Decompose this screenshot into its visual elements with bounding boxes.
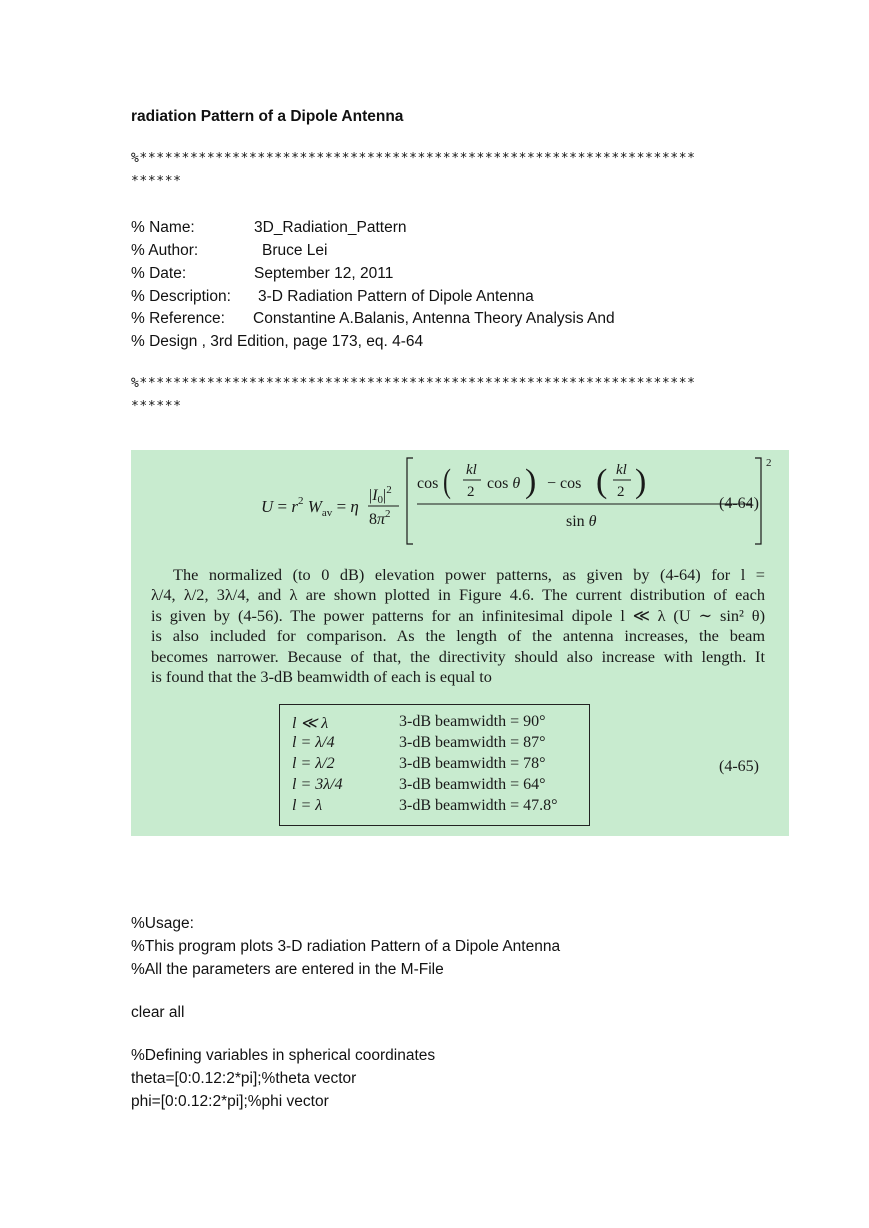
separator-line-end: ****** xyxy=(131,174,182,189)
separator-line-end: ****** xyxy=(131,399,182,414)
svg-text:kl: kl xyxy=(466,462,477,478)
table-row xyxy=(280,713,589,733)
svg-text:U = r2 Wav = η: $U = r^2$ $W_{av} = \eta$ xyxy=(261,495,359,519)
beamwidth-value: 3-dB beamwidth = 64° xyxy=(399,776,546,793)
paragraph-line: is also included for comparison. As the length of the antenna increases, the beam xyxy=(151,626,765,646)
usage-line: %All the parameters are entered in the M-File xyxy=(131,961,444,978)
dipole-length: l = λ xyxy=(292,797,323,814)
equation-number: (4-64) xyxy=(719,495,759,512)
paragraph-line: becomes narrower. Because of that, the directivity should also increase with length. It xyxy=(151,646,765,666)
beamwidth-value: 3-dB beamwidth = 90° xyxy=(399,713,546,730)
header-date-value: September 12, 2011 xyxy=(254,265,394,282)
svg-text:2: 2 xyxy=(766,457,772,469)
svg-text:sin θ: sin θ xyxy=(566,513,597,530)
svg-text:− cos: − cos xyxy=(547,475,582,492)
svg-text:2: 2 xyxy=(617,484,625,500)
code-line-phi: phi=[0:0.12:2*pi];%phi vector xyxy=(131,1093,329,1110)
beamwidth-table xyxy=(279,704,590,826)
excerpt-paragraph xyxy=(151,565,765,687)
svg-text:8π2: $8\pi^2$ xyxy=(369,508,391,528)
document-title: radiation Pattern of a Dipole Antenna xyxy=(131,108,404,125)
svg-text:(: ( xyxy=(443,463,451,501)
svg-text:(: ( xyxy=(596,463,608,500)
svg-text:kl: kl xyxy=(616,462,627,478)
header-reference-key: % Reference: xyxy=(131,310,225,327)
code-line-theta: theta=[0:0.12:2*pi];%theta vector xyxy=(131,1070,357,1087)
beamwidth-value: 3-dB beamwidth = 78° xyxy=(399,755,546,772)
svg-text:|I0|2: $|I0|^2$ xyxy=(369,484,392,506)
dipole-length: l = λ/2 xyxy=(292,755,335,772)
equation-number: (4-65) xyxy=(719,758,759,775)
table-row xyxy=(280,776,589,796)
paragraph-line: is found that the 3-dB beamwidth of each is equal to xyxy=(151,667,492,687)
usage-line: %This program plots 3-D radiation Pattern of a Dipole Antenna xyxy=(131,938,561,955)
paragraph-line: λ/4, λ/2, 3λ/4, and λ are shown plotted in Figure 4.6. The current distribution of each xyxy=(151,585,765,605)
separator-line: %****************************************************************** xyxy=(131,151,696,166)
svg-text:2: 2 xyxy=(467,484,475,500)
header-date-key: % Date: xyxy=(131,265,187,282)
separator-line: %****************************************************************** xyxy=(131,376,696,391)
header-author-key: % Author: xyxy=(131,242,199,259)
svg-text:cos: cos xyxy=(417,475,439,492)
svg-text:): ) xyxy=(635,463,647,500)
header-name-key: % Name: xyxy=(131,219,195,236)
table-row xyxy=(280,755,589,775)
beamwidth-value: 3-dB beamwidth = 87° xyxy=(399,734,546,751)
header-reference-continuation: % Design , 3rd Edition, page 173, eq. 4-64 xyxy=(131,333,424,350)
header-description-value: 3-D Radiation Pattern of Dipole Antenna xyxy=(258,288,534,305)
dipole-length: l = λ/4 xyxy=(292,734,335,751)
usage-heading: %Usage: xyxy=(131,915,194,932)
header-author-value: Bruce Lei xyxy=(262,242,328,259)
code-comment: %Defining variables in spherical coordinates xyxy=(131,1047,436,1064)
header-description-key: % Description: xyxy=(131,288,231,305)
code-line-clear: clear all xyxy=(131,1004,185,1021)
header-reference-value: Constantine A.Balanis, Antenna Theory Analysis And xyxy=(253,310,615,327)
beamwidth-value: 3-dB beamwidth = 47.8° xyxy=(399,797,558,814)
header-name-value: 3D_Radiation_Pattern xyxy=(254,219,407,236)
table-row xyxy=(280,734,589,754)
dipole-length: l = 3λ/4 xyxy=(292,776,343,793)
textbook-excerpt xyxy=(131,450,789,836)
paragraph-line: is given by (4-56). The power patterns for an infinitesimal dipole l ≪ λ (U ∼ sin² θ) xyxy=(151,605,765,625)
svg-text:cos θ: cos θ xyxy=(487,475,521,492)
table-row xyxy=(280,797,589,817)
dipole-length: l ≪ λ xyxy=(292,715,329,732)
svg-text:): ) xyxy=(525,463,537,500)
paragraph-line: The normalized (to 0 dB) elevation power patterns, as given by (4-64) for l = xyxy=(173,565,765,584)
